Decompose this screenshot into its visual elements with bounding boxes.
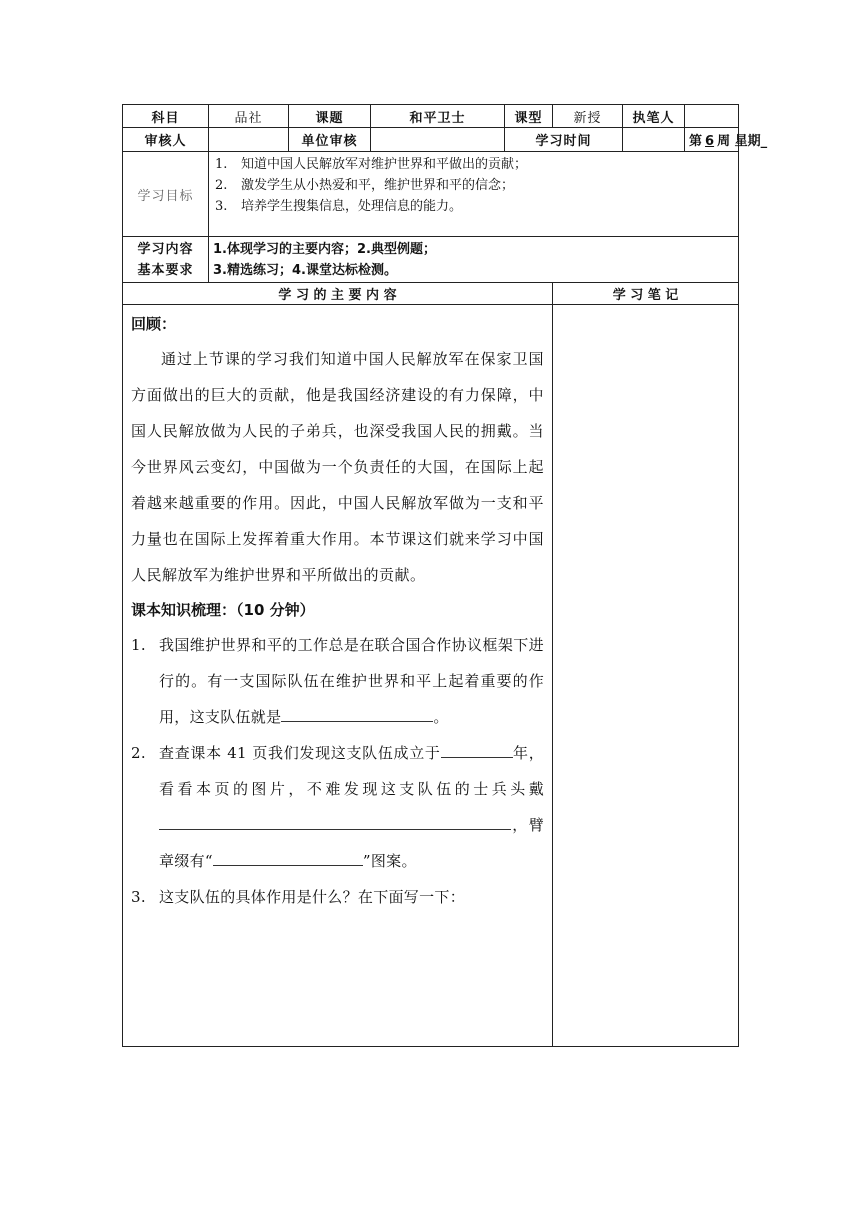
main-content xyxy=(123,305,553,1047)
week-prefix: 第 xyxy=(689,134,703,149)
requirements-label-line1: 学习内容 xyxy=(137,241,194,257)
lesson-plan-table xyxy=(122,104,768,1047)
requirements-label-line2: 基本要求 xyxy=(137,262,194,278)
requirements-line2: 3.精选练习；4.课堂达标检测。 xyxy=(213,262,397,278)
notes-area[interactable] xyxy=(553,305,739,1047)
review-heading: 回顾： xyxy=(131,315,177,333)
goal-item: 3. 培养学生搜集信息，处理信息的能力。 xyxy=(215,199,463,214)
week-field xyxy=(685,128,768,152)
answer-blank-team[interactable] xyxy=(281,703,433,722)
type-label: 课型 xyxy=(505,105,553,128)
header-row-1 xyxy=(123,105,739,128)
requirements-line1: 1.体现学习的主要内容；2.典型例题； xyxy=(213,241,436,257)
goals-list xyxy=(209,152,739,237)
question-3: 3. 这支队伍的具体作用是什么？在下面写一下： xyxy=(131,888,466,906)
goals-label: 学习目标 xyxy=(123,152,209,237)
knowledge-heading: 课本知识梳理：（10 分钟） xyxy=(131,601,315,619)
topic-label: 课题 xyxy=(289,105,371,128)
subject-label: 科目 xyxy=(123,105,209,128)
notes-heading: 学 习 笔 记 xyxy=(553,283,739,305)
answer-blank-badge[interactable] xyxy=(213,847,363,866)
main-content-heading: 学 习 的 主 要 内 容 xyxy=(123,283,553,305)
reviewer-label: 审核人 xyxy=(123,128,209,152)
review-paragraph: 通过上节课的学习我们知道中国人民解放军在保家卫国方面做出的巨大的贡献，他是我国经济建设的有力保障，中国人民解放做为人民的子弟兵，也深受我国人民的拥戴。当今世界风云变幻，中国做为一个负责任的大国，在国际上起着越来越重要的作用。因此，中国人民解放军做为一支和平力量也在国际上发挥着重大作用。本节课这们就来学习中国人民解放军为维护世界和平所做出的贡献。 xyxy=(131,350,544,584)
question-1: 1. 我国维护世界和平的工作总是在联合国合作协议框架下进行的。有一支国际队伍在维护世界和平上起着重要的作用，这支队伍就是 。 xyxy=(131,636,544,726)
question-2: 2. 查查课本 41 页我们发现这支队伍成立于 年，看看本页的图片，不难发现这支队伍的士兵头戴，臂章缀有“ ”图案。 xyxy=(131,735,544,879)
week-suffix: 周 星期_ xyxy=(717,134,768,149)
subject-value: 品社 xyxy=(209,105,289,128)
requirements-content xyxy=(209,237,739,283)
goal-item: 2. 激发学生从小热爱和平，维护世界和平的信念； xyxy=(215,178,515,193)
content-row xyxy=(123,305,739,1047)
requirements-label xyxy=(123,237,209,283)
study-time-label: 学习时间 xyxy=(505,128,623,152)
study-time-value[interactable] xyxy=(623,128,685,152)
goals-row xyxy=(123,152,739,237)
answer-blank-year[interactable] xyxy=(441,739,513,758)
unit-review-value[interactable] xyxy=(371,128,505,152)
header-row-2 xyxy=(123,128,739,152)
author-value[interactable] xyxy=(685,105,739,128)
answer-blank-headwear[interactable] xyxy=(159,811,511,830)
requirements-row xyxy=(123,237,739,283)
author-label: 执笔人 xyxy=(623,105,685,128)
reviewer-value[interactable] xyxy=(209,128,289,152)
column-heading-row xyxy=(123,283,739,305)
week-number[interactable]: 6 xyxy=(705,134,715,149)
topic-value: 和平卫士 xyxy=(371,105,505,128)
unit-review-label: 单位审核 xyxy=(289,128,371,152)
goal-item: 1. 知道中国人民解放军对维护世界和平做出的贡献； xyxy=(215,157,528,172)
type-value: 新授 xyxy=(553,105,623,128)
